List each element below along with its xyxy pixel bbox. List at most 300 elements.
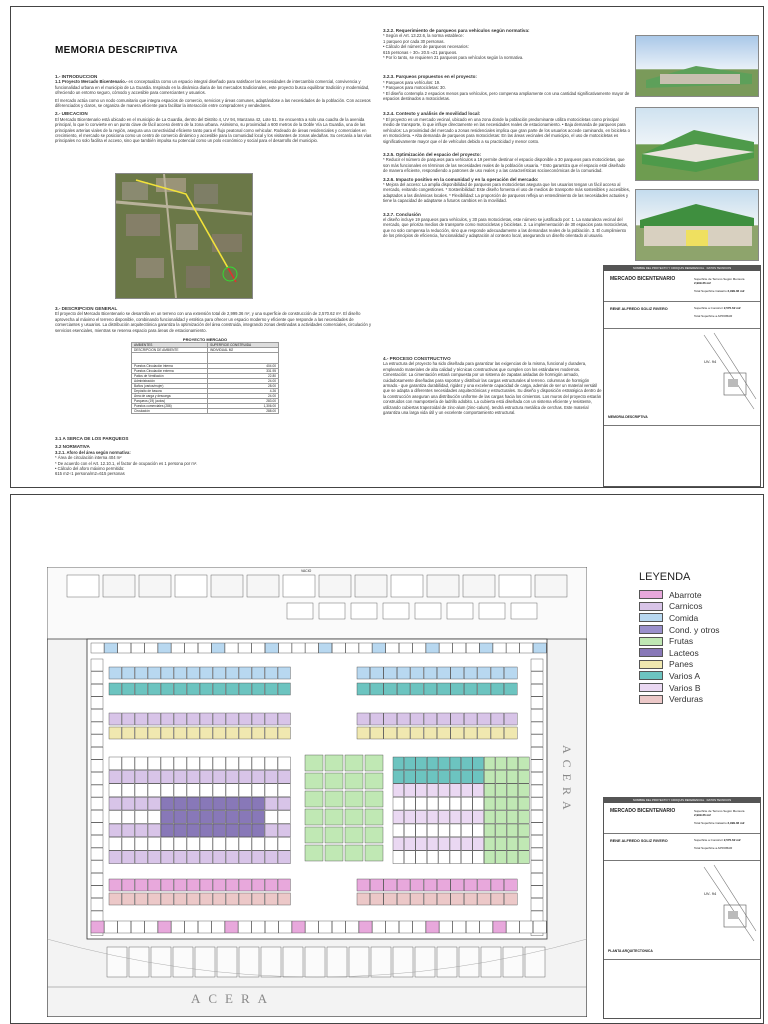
stall [370,713,383,725]
legend-label: Frutas [669,636,694,647]
stall [491,667,504,679]
stall [278,879,290,891]
project-table-title: PROYECTO MERCADO [182,337,228,342]
stall [464,683,477,695]
stall [109,893,121,905]
stall [473,837,484,850]
stall [451,713,464,725]
stall [478,713,491,725]
location-sketch-2 [604,861,758,959]
stall [397,713,410,725]
project-table-col1: AMBIENTES [132,343,208,348]
stall [161,893,173,905]
stall [252,683,264,695]
opt-text: * Reducir el número de parqueos para vehículos a 19 permite destinar el espacio disponible a 30 parqueos para motocicletas, que son más funcionales en términos de las necesidades reales de la población usuaria. * Esto garantiza que el espacio esté diseñado de manera eficiente, respondiendo a patrones de uso reales y a las características socioeconómicas de la comunidad. [383,157,626,174]
stall [278,811,290,824]
stall [265,770,277,783]
stall [265,824,277,837]
stall [427,797,438,810]
stall [171,643,184,653]
stall [345,809,363,825]
stall [357,879,370,891]
stall [278,757,290,770]
stall [239,797,251,810]
stall [507,811,518,824]
stall [122,893,134,905]
stall [520,643,533,653]
stall [450,851,461,864]
stall [148,784,160,797]
stall [185,921,198,933]
stall [399,643,412,653]
stall [484,811,495,824]
stall [473,757,484,770]
service-room [103,575,135,597]
render-photo-1 [635,35,759,97]
general-text: El proyecto del Mercado Bicentenario se desarrolla en un terreno con una extensión total de 2,999.36 m², y una superficie de construcción de 2,570.62 m². El diseño aprovecha al máximo el terreno disponible, combinando funcionalidad y estética para ofrecer un espacio moderno y eficiente que responde a las necesidades de comerciantes y usuarios. La distribución arquitectónica garantiza la optimización del área construida, integrando zonas destinadas a actividades comerciales, circulación y servicios esenciales, mientras se reserva espacio para áreas de estacionamiento. [55,311,372,333]
stall [359,643,372,653]
stall [198,643,211,653]
stall [161,811,173,824]
stall [384,683,397,695]
legend-item [639,589,759,601]
stall [372,921,385,933]
stall [213,770,225,783]
stall [161,683,173,695]
table-row: Puestos comerciales (286) 1,306.00 [132,404,279,409]
stall [226,757,238,770]
stall [450,784,461,797]
imp-heading: 3.2.6. Impacto positivo en la comunidad y en la operación del mercado: [383,176,539,182]
stall [278,683,290,695]
service-room [319,575,351,597]
stall [161,797,173,810]
stall [466,921,479,933]
stall [278,851,290,864]
sheet-memoria-descriptiva [10,6,764,488]
stall [226,713,238,725]
stall [131,921,144,933]
stall [226,837,238,850]
stall [135,811,147,824]
stall [104,643,117,653]
stall [213,824,225,837]
stall [213,851,225,864]
render-2-drawing [636,108,758,180]
stall [461,851,472,864]
stall [345,773,363,789]
stall [265,811,277,824]
stall [496,770,507,783]
stall [213,757,225,770]
legend-swatch [639,695,663,704]
normativa-line: * De acuerdo con el Art. 12.10.1, el factor de ocupación es 1 persona por m². [55,460,198,466]
stall [200,797,212,810]
stall [239,683,251,695]
stall [507,824,518,837]
stall [213,893,225,905]
stall [239,837,251,850]
stall [109,727,121,739]
stall [531,672,543,684]
uv-label-2: UV- 94 [704,891,717,896]
stall [122,683,134,695]
stall [461,757,472,770]
stall [252,893,264,905]
stall [91,684,103,696]
opt-heading: 3.2.5. Optimización del espacio del proyecto: [383,151,482,157]
stall [148,811,160,824]
stall [518,757,529,770]
stall [91,798,103,810]
stall [478,683,491,695]
legend-swatch [639,590,663,599]
stall [122,757,134,770]
general-heading: 3.- DESCRIPCION GENERAL [55,306,118,311]
normativa-line: * Área de circulación interna 404 m² [55,455,122,461]
stall [531,760,543,772]
stall [161,713,173,725]
stall [416,797,427,810]
stall [384,893,397,905]
stall [148,683,160,695]
proceso-text: La estructura del proyecto ha sido diseñada para garantizar las exigencias de la misma, funcional y duradera, empleando materiales de alta calidad y técnicas constructivas que cumplen con los estándares modernos. Cimentación: La cimentación estará compuesta por un sistema de zapatas aisladas de hormigón armado, cuidadosamente diseñadas para soportar y distribuir las cargas estructurales al terreno. columnas de hormigón armado.- que garantiza durabilidad, rigidez y una excelente capacidad de carga, además de ser un material versátil que se adapta a diferentes necesidades arquitectónicas y estructurales. Su diseño y disposición estratégica dentro de la construcción aseguran una distribución uniforme de las cargas hacia los cimientos. Los muros del proyecto estarán construidos con mampostería de ladrillo adobito. La cubierta está diseñada con un sistema eficiente y resistente, utilizando cubiertas trapezoidal de zinc-alum (zinc-calum), tendrá estructura metálica de cerchas. Este material garantiza una larga vida útil y un excelente comportamiento estructural. [383,361,602,416]
stall [252,667,264,679]
stall [346,921,359,933]
service-room [247,575,279,597]
stall [518,770,529,783]
stall [91,697,103,709]
stall [411,667,424,679]
stall [213,683,225,695]
stall [200,824,212,837]
stall [473,784,484,797]
stall [131,643,144,653]
table-row: Parqueos (19) (autos) 283.00 [132,399,279,404]
stall [325,809,343,825]
stall [200,837,212,850]
parking-section: 3.2.2. Requerimiento de parqueos para vehículos según normativa: * Según el Art. 13.22.6, la norma establece: 1 parqueo por cada 30 personas. • Cálculo del número de parqueos necesarios: 615 personas ÷ 30= 20.5 ≈21 parqueos. * Por lo tanto, se requieren 21 parqueos para vehículos según la normativa. 3.2.3. Parqueos propuestos en el proyecto: * Parqueos para vehículos: 19. * Parqueos para motocicletas: 30. * El diseño contempla 2 espacios menos para vehículos, pero compensa ampliamente con una cantidad significativamente mayor de espacios destinados a motocicletas. 3.2.4. Contexto y análisis de movilidad local: * El proyecto es un mercado vecinal, ubicado en una zona donde la población predominante utiliza motocicletas como principal medio de transporte, lo que influye directamente en las necesidades reales de estacionamiento. • Baja demanda de parqueos para vehículos: La proximidad del mercado a zonas residenciales implica que gran parte de los usuarios accede caminando, en bicicleta o en motocicleta. • Alta demanda de parqueos para motocicletas: En las áreas vecinales del municipio, el uso de motocicletas es significativamente mayor que el de vehículos debido a su practicidad y menor costo. 3.2.5. Optimización del espacio del proyecto: * Reducir el número de parqueos para vehículos a 19 permite destinar el espacio disponible a 30 parqueos para motocicletas, que son más funcionales en términos de las necesidades reales de la población usuaria. * Esto garantiza que el espacio esté diseñado de manera eficiente, respondiendo a patrones de uso reales y a las características socioeconómicas de la comunidad. 3.2.6. Impacto positivo en la comunidad y en la operación del mercado: * Mejora del acceso: La amplia disponibilidad de parqueos para motocicletas asegura que los usuarios tengan un fácil acceso al mercado, evitando congestiones. * Sostenibilidad: Este diseño fomenta el uso de medios de transporte más sostenibles y accesibles, adaptados a las dinámicas locales. * Flexibilidad: La proporción de parqueos refleja un entendimiento de las necesidades actuales y tiene la capacidad de adaptarse a futuros cambios en la movilidad. 3.2.7. Conclusión el diseño incluye 19 parqueos para vehículos, y 30 para motocicletas, este número se justificado por: 1. La naturaleza vecinal del mercado, que prioriza medios de transporte como motocicletas y bicicletas. 2. La implementación de 30 espacios para motocicletas, que no solo compensa la reducción, sino que responde adecuadamente a las demandas reales de la población. 3. El cumplimiento de los principios de eficiencia, funcionalidad y adaptación al contexto local, asegurando un diseño orientado al usuario. [383,28,630,239]
service-room [287,603,313,619]
stall [122,851,134,864]
stall [507,837,518,850]
intro-sub: 1.1 Proyecto Mercado Bicentenario.- [55,79,128,85]
stall [239,784,251,797]
stall [265,879,277,891]
stall [239,770,251,783]
stall [148,879,160,891]
stall [225,643,238,653]
stall [109,797,121,810]
stall [533,921,546,933]
stall [226,851,238,864]
legend-swatch [639,648,663,657]
stall [174,683,186,695]
stall [109,683,121,695]
stall [507,770,518,783]
stall [439,757,450,770]
stall [480,643,493,653]
stall [252,824,264,837]
normativa-section [55,433,375,477]
stall [518,824,529,837]
stall [427,784,438,797]
stall [252,713,264,725]
legend-swatch [639,602,663,611]
stall [478,893,491,905]
legend-item [639,693,759,705]
stall [109,811,121,824]
stall [473,851,484,864]
stall [135,770,147,783]
stall [464,879,477,891]
stall [413,643,426,653]
stall [226,879,238,891]
stall [464,713,477,725]
stall [278,797,290,810]
stall [161,727,173,739]
stall [148,770,160,783]
service-room [447,603,473,619]
stall [213,797,225,810]
stall [148,797,160,810]
stall [122,797,134,810]
stall [404,797,415,810]
stall [507,757,518,770]
stall [158,643,171,653]
stall [148,824,160,837]
stall [174,770,186,783]
stall [135,713,147,725]
stall [411,893,424,905]
stall [426,921,439,933]
stall [135,683,147,695]
stall [466,643,479,653]
stall [200,879,212,891]
stall [187,879,199,891]
legend-item [639,682,759,694]
stall [292,921,305,933]
stall [496,824,507,837]
stall [91,898,103,910]
table-row: Puestos Circulación interna 404.00 [132,364,279,369]
stall [411,683,424,695]
stall [461,797,472,810]
parking-bay [327,947,347,977]
parking-bay [305,947,325,977]
stall [122,837,134,850]
stall [404,784,415,797]
stall [198,921,211,933]
stall [461,824,472,837]
stall [427,824,438,837]
stall [226,770,238,783]
stall [453,643,466,653]
stall [451,667,464,679]
stall [148,757,160,770]
render-photo-3 [635,189,759,261]
ubicacion-heading: 2.- UBICACION [55,111,88,117]
stall [319,643,332,653]
stall [161,784,173,797]
stall [213,784,225,797]
stall [473,824,484,837]
stall [345,791,363,807]
legend-label: Verduras [669,694,704,705]
stall [278,713,290,725]
stall [122,770,134,783]
stall [370,667,383,679]
stall [238,921,251,933]
stall [404,851,415,864]
service-room [139,575,171,597]
stall [200,893,212,905]
render-3-drawing [636,190,758,260]
intro-section [55,71,375,146]
parking-bay [129,947,149,977]
stall [148,851,160,864]
stall [346,643,359,653]
stall [174,851,186,864]
stall [484,797,495,810]
legend-item [639,601,759,613]
stall [200,713,212,725]
stall [345,827,363,843]
stall [239,879,251,891]
stall [91,747,103,759]
stall [122,811,134,824]
stall [161,879,173,891]
stall [493,643,506,653]
stall [109,824,121,837]
stall [200,667,212,679]
stall [411,879,424,891]
stall [252,757,264,770]
title-block-2: NOMBRE DEL PROYECTO Y CROQUIS REFERENCIAL DATOS TECNICOS MERCADO BICENTENARIO Superficie de Terreno Según Mensura 2,999.36 m2 Total Superficie Catastro 2,999.36 m2 RENE ALFREDO SOLIZ RIVERO Superficie a Construir 2,570.62 m2 Total Superficie a APROBAR UV- 94 PLANTA ARQUITECTONICA [603,797,761,1019]
legend-item [639,647,759,659]
stall [239,893,251,905]
stall [518,811,529,824]
stall [439,643,452,653]
stall [424,879,437,891]
stall [439,811,450,824]
stall [531,709,543,721]
stall [305,921,318,933]
legend-label: Cond. y otros [669,624,720,635]
stall [370,879,383,891]
sheet-name-2: PLANTA ARQUITECTONICA [608,949,653,953]
intro-text-2: El mercado actúa como un nodo comunitario que integra espacios de comercio, servicios y áreas comunes, adaptándose a las necesidades de la población. Con accesos diferenciados y claros, se organiza de manera eficiente para facilitar la interacción entre compradores y vendedores. [55,97,371,109]
stall [226,683,238,695]
stall [104,921,117,933]
parking-bay [217,947,237,977]
normativa-sub: 3.2.1. Aforo del área según normativa: [55,449,131,455]
stall [239,851,251,864]
stall [325,845,343,861]
stall [365,773,383,789]
uv-label: UV- 94 [704,359,717,364]
stall [439,770,450,783]
service-room [479,603,505,619]
stall [278,784,290,797]
stall [252,643,265,653]
stall [473,811,484,824]
stall [504,713,517,725]
stall [174,837,186,850]
parking-bay [261,947,281,977]
stall [426,643,439,653]
stall [265,837,277,850]
stall [496,784,507,797]
stall [174,757,186,770]
location-sketch [604,329,758,425]
stall [109,713,121,725]
stall [200,784,212,797]
stall [187,797,199,810]
stall [174,784,186,797]
stall [531,735,543,747]
stall [496,757,507,770]
stall [518,851,529,864]
stall [484,824,495,837]
stall [531,697,543,709]
legend-swatch [639,625,663,634]
legend-label: Comida [669,612,699,623]
stall [118,921,131,933]
stall [239,727,251,739]
parking-bay [437,947,457,977]
stall [161,770,173,783]
parking-bay [195,947,215,977]
stall [533,643,546,653]
proceso-heading: 4.- PROCESO CONSTRUCTIVO [383,356,451,361]
stall [484,851,495,864]
stall [226,811,238,824]
stall [332,921,345,933]
stall [393,797,404,810]
stall [238,643,251,653]
stall [174,797,186,810]
stall [135,851,147,864]
stall [325,791,343,807]
stall [531,747,543,759]
stall [109,851,121,864]
stall [531,798,543,810]
stall [416,824,427,837]
stall [345,755,363,771]
legend-label: Varios B [669,682,701,693]
stall [424,667,437,679]
stall [504,727,517,739]
parking-bay [481,947,501,977]
stall [504,879,517,891]
stall [397,683,410,695]
stall [478,667,491,679]
stall [200,770,212,783]
parking-bay [349,947,369,977]
stall [531,684,543,696]
stall [279,643,292,653]
stall [484,770,495,783]
stall [404,757,415,770]
stall [278,824,290,837]
stall [265,667,277,679]
parking-bay [239,947,259,977]
stall [427,757,438,770]
service-room [355,575,387,597]
stall [319,921,332,933]
stall [325,755,343,771]
